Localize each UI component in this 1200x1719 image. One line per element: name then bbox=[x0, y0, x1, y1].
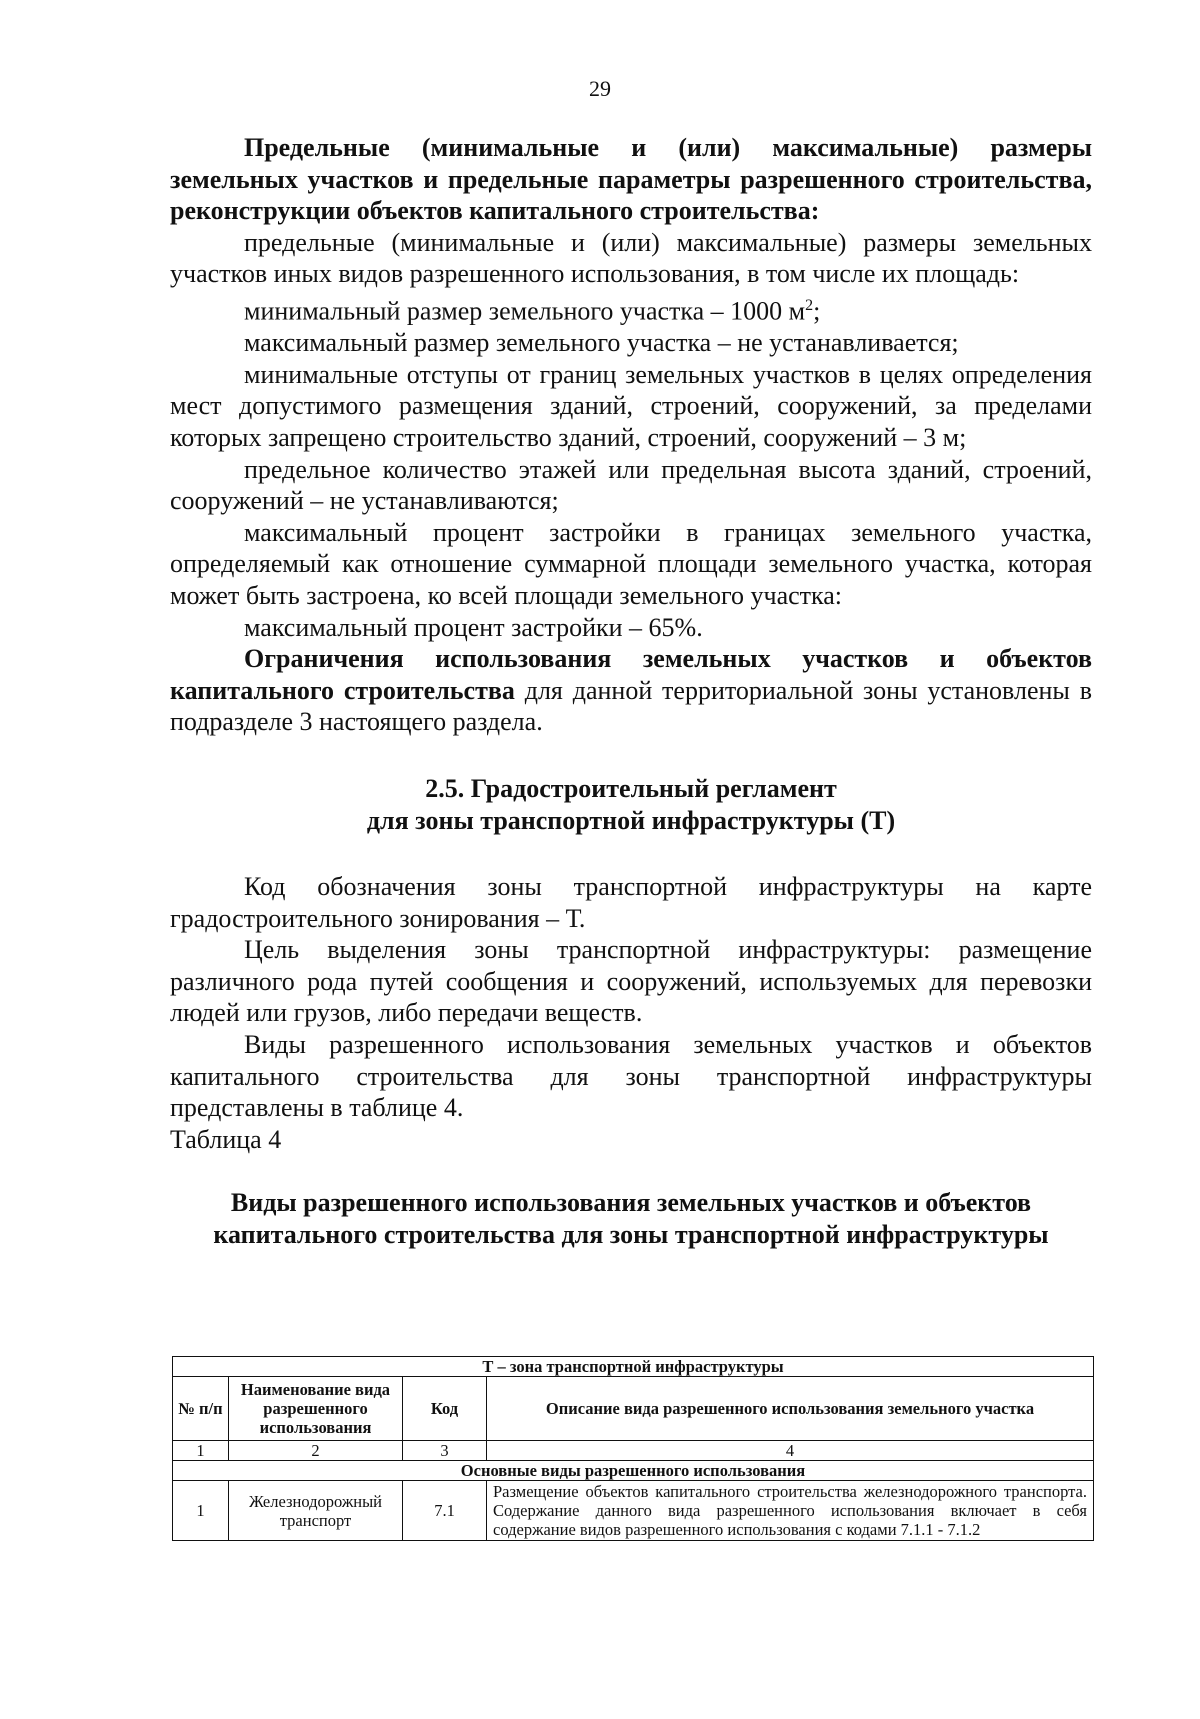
col-number-3: 3 bbox=[403, 1441, 487, 1461]
paragraph-max-plot-size: максимальный размер земельного участка – не устанавливается; bbox=[244, 328, 959, 358]
table-label: Таблица 4 bbox=[170, 1124, 282, 1154]
paragraph-min-plot-size bbox=[170, 290, 1092, 327]
section-title-line2: для зоны транспортной инфраструктуры (Т) bbox=[366, 805, 896, 835]
col-number-2: 2 bbox=[229, 1441, 403, 1461]
paragraph-max-coverage-value: максимальный процент застройки – 65%. bbox=[244, 612, 703, 642]
section-title-line1: 2.5. Градостроительный регламент bbox=[425, 773, 837, 803]
group-header-cell: Основные виды разрешенного использования bbox=[173, 1461, 1094, 1481]
paragraph-max-coverage-def: максимальный процент застройки в границах земельного участка, определяемый как отношение суммарной площади земельного участка, которая может быть застроена, ко всей площади земельного участка: bbox=[170, 517, 1092, 610]
zone-header-row bbox=[173, 1357, 1094, 1377]
paragraph-zone-code: Код обозначения зоны транспортной инфраструктуры на карте градостроительного зонирования – Т. bbox=[170, 871, 1092, 933]
table-title-line2: капитального строительства для зоны транспортной инфраструктуры bbox=[213, 1220, 1049, 1250]
min-plot-size-text: минимальный размер земельного участка – 1000 м bbox=[244, 296, 806, 326]
section-title bbox=[170, 773, 1092, 837]
page-number: 29 bbox=[589, 76, 611, 101]
document-body bbox=[170, 132, 1092, 1251]
column-number-row bbox=[173, 1441, 1094, 1461]
paragraph-restrictions bbox=[170, 643, 1092, 738]
row-name: Железнодорожный транспорт bbox=[229, 1481, 403, 1541]
paragraph-zone-purpose: Цель выделения зоны транспортной инфраструктуры: размещение различного рода путей сообщения и сооружений, используемых для перевозки людей или грузов, либо передачи веществ. bbox=[170, 935, 1092, 1028]
header-name: Наименование вида разрешенного использования bbox=[229, 1377, 403, 1441]
header-code: Код bbox=[403, 1377, 487, 1441]
table-row bbox=[173, 1481, 1094, 1541]
col-number-4: 4 bbox=[487, 1441, 1094, 1461]
usage-types-table bbox=[172, 1356, 1094, 1541]
table-title-line1: Виды разрешенного использования земельных участков и объектов bbox=[230, 1188, 1032, 1218]
header-description: Описание вида разрешенного использования земельного участка bbox=[487, 1377, 1094, 1441]
table-title bbox=[170, 1187, 1092, 1251]
restrictions-bold: Ограничения использования земельных участков и объектов капитального строительства bbox=[170, 644, 1092, 705]
limits-heading: Предельные (минимальные и (или) максимальные) размеры земельных участков и предельные параметры разрешенного строительства, реконструкции объектов капитального строительства: bbox=[170, 133, 1092, 226]
paragraph-plot-sizes: предельные (минимальные и (или) максимальные) размеры земельных участков иных видов разрешенного использования, в том числе их площадь: bbox=[170, 227, 1092, 289]
row-code: 7.1 bbox=[403, 1481, 487, 1541]
col-number-1: 1 bbox=[173, 1441, 229, 1461]
paragraph-floors-limit: предельное количество этажей или предельная высота зданий, строений, сооружений – не устанавливаются; bbox=[170, 454, 1092, 516]
area-unit-superscript: 2 bbox=[805, 296, 814, 314]
paragraph-usage-types: Виды разрешенного использования земельных участков и объектов капитального строительства для зоны транспортной инфраструктуры представлены в таблице 4. bbox=[170, 1029, 1092, 1123]
row-description: Размещение объектов капитального строительства железнодорожного транспорта. Содержание данного вида разрешенного использования включает в себя содержание видов разрешенного использования с кодами 7.1.1 - 7.1.2 bbox=[487, 1481, 1094, 1541]
paragraph-min-setbacks: минимальные отступы от границ земельных участков в целях определения мест допустимого размещения зданий, строений, сооружений, за пределами которых запрещено строительство зданий, строений, сооружений – 3 м; bbox=[170, 359, 1092, 452]
row-num: 1 bbox=[173, 1481, 229, 1541]
zone-header-cell: Т – зона транспортной инфраструктуры bbox=[173, 1357, 1094, 1377]
restrictions-rest: для данной территориальной зоны установлены в подразделе 3 настоящего раздела. bbox=[170, 675, 1092, 737]
min-plot-size-suffix: ; bbox=[813, 296, 821, 326]
column-header-row bbox=[173, 1377, 1094, 1441]
header-num: № п/п bbox=[173, 1377, 229, 1441]
group-header-row bbox=[173, 1461, 1094, 1481]
